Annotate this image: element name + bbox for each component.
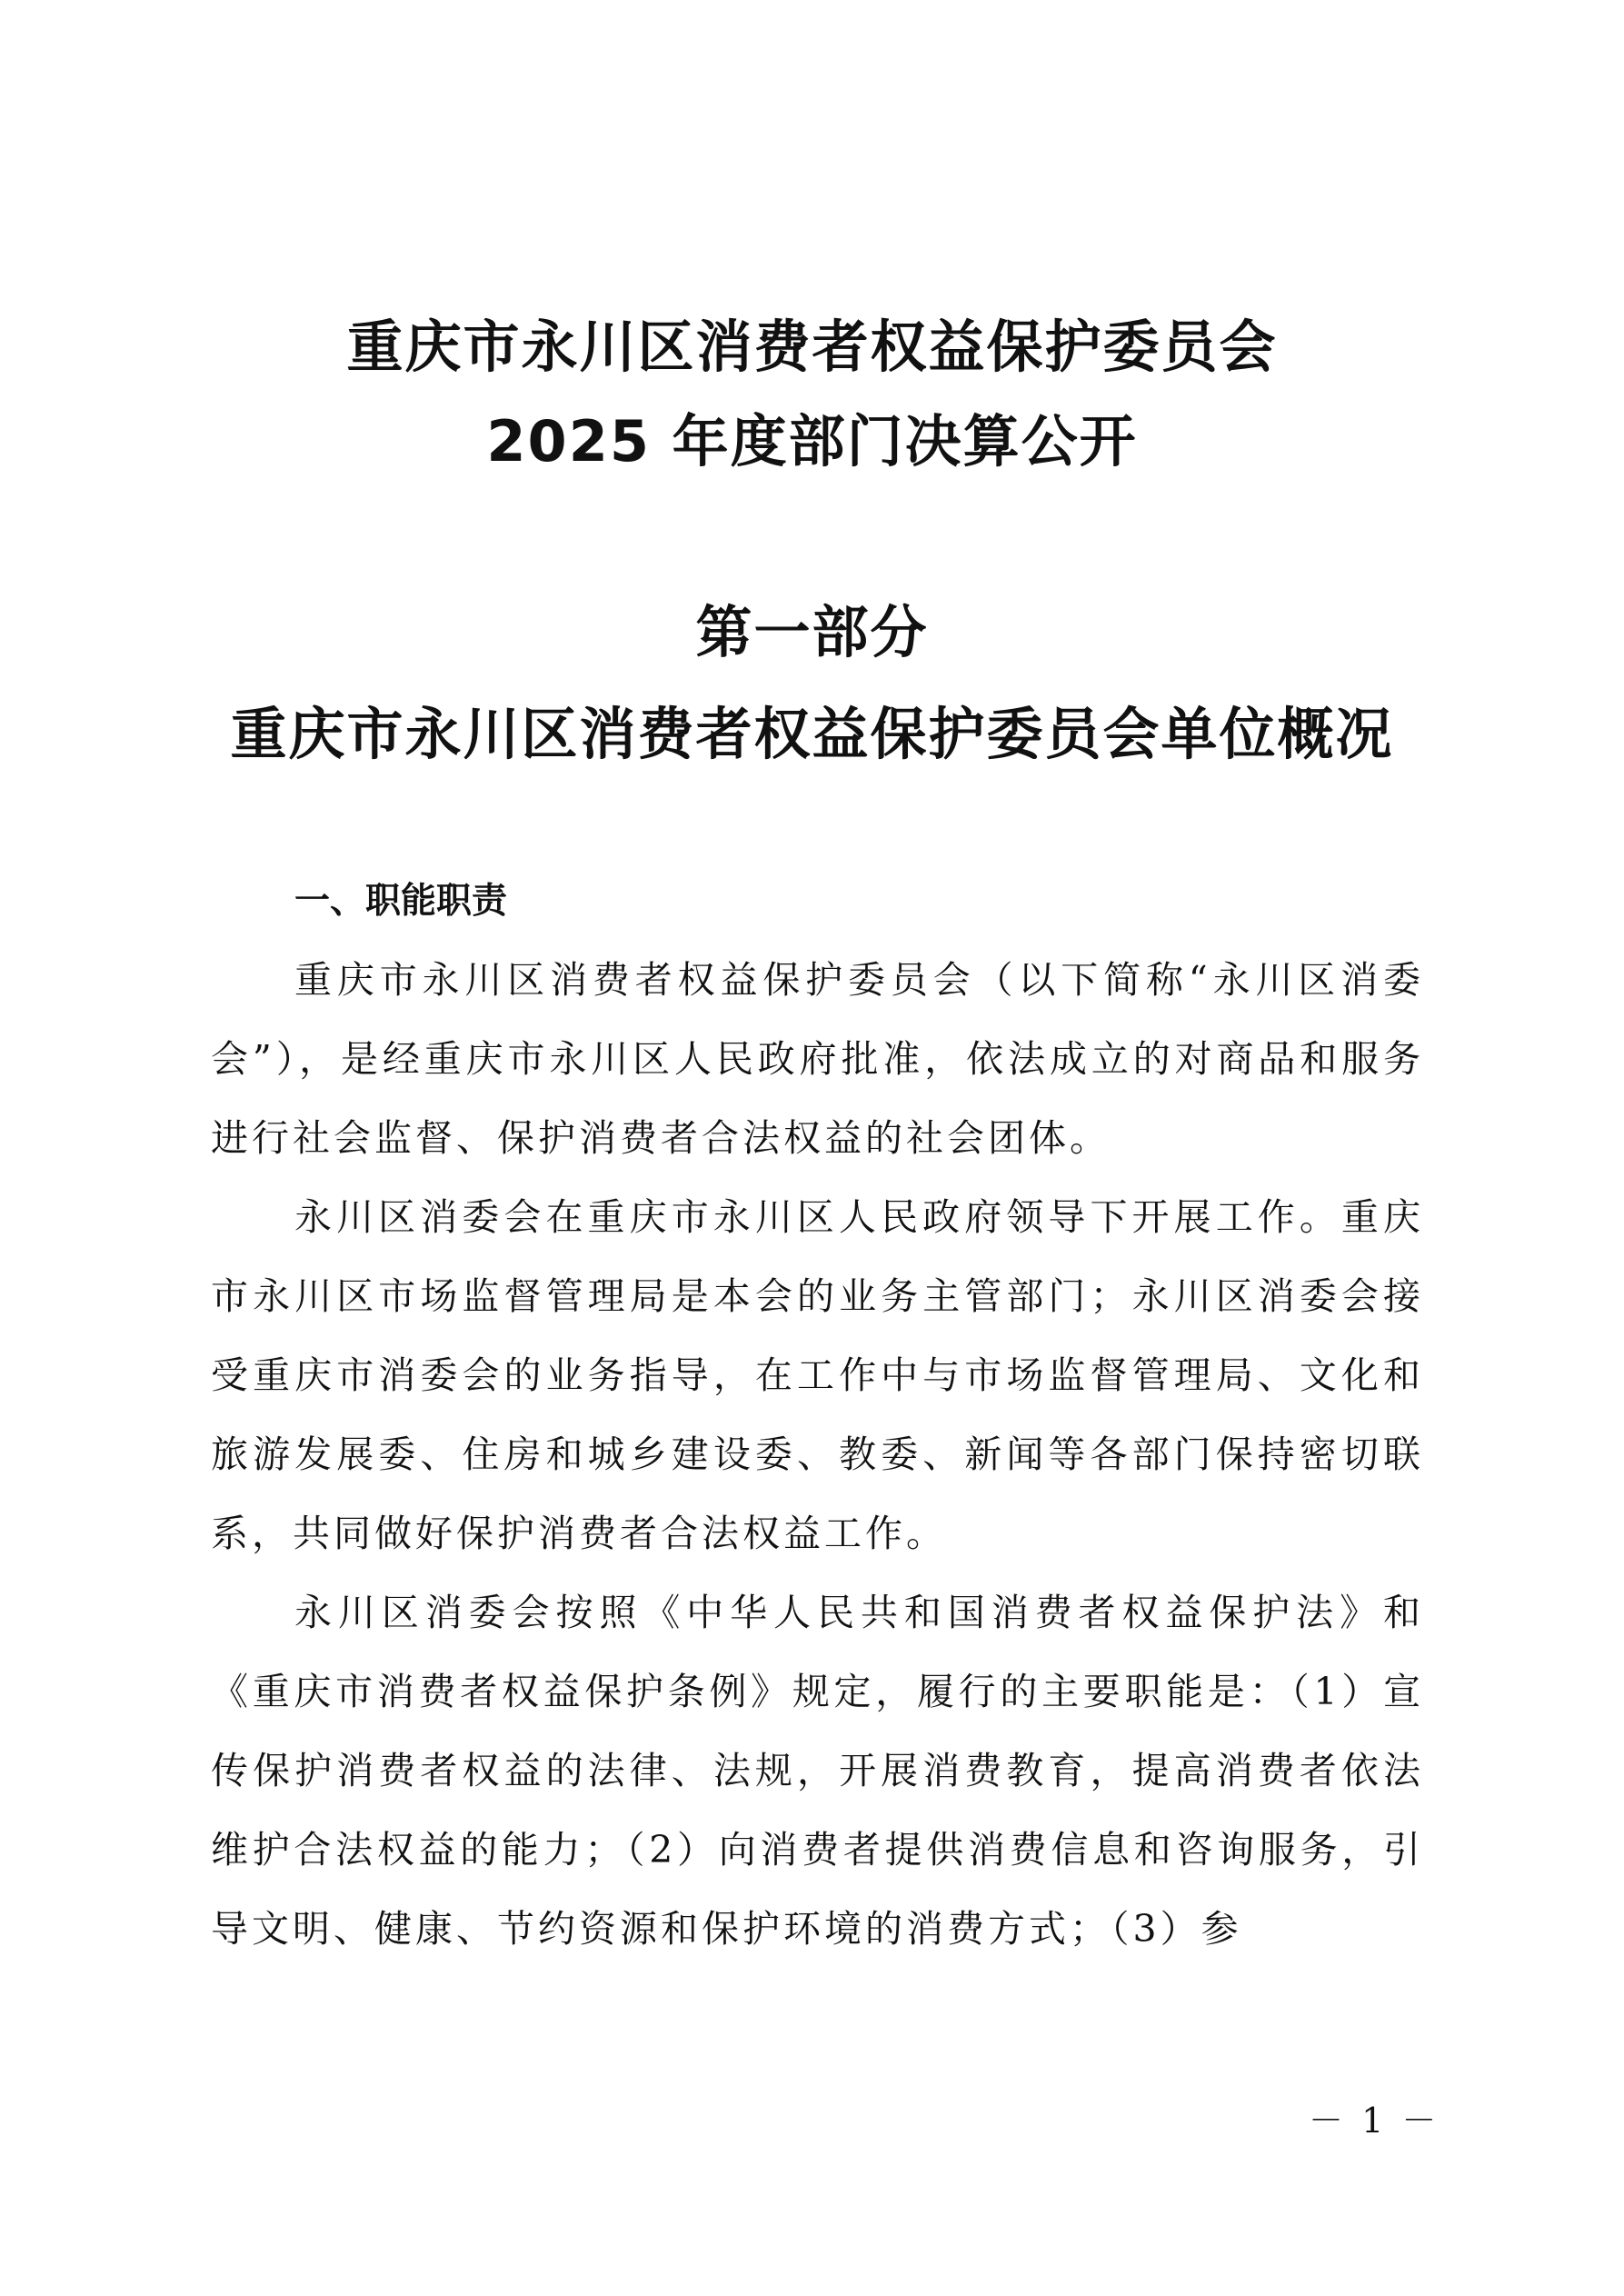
paragraph: 永川区消委会在重庆市永川区人民政府领导下开展工作。重庆市永川区市场监督管理局是本会的业务主管部门；永川区消委会接受重庆市消委会的业务指导，在工作中与市场监督管理局、文化和旅游发展委、住房和城乡建设委、教委、新闻等各部门保持密切联系，共同做好保护消费者合法权益工作。: [211, 1195, 1424, 1555]
part-heading: [0, 582, 1624, 785]
page-number: － 1 －: [1309, 2101, 1440, 2141]
document-title-line-2: 2025 年度部门决算公开: [486, 408, 1138, 474]
document-title: [0, 300, 1624, 489]
part-title: 重庆市永川区消费者权益保护委员会单位概况: [230, 701, 1394, 767]
document-title-line-1: 重庆市永川区消费者权益保护委员会: [346, 314, 1278, 380]
document-body: [211, 862, 1424, 1969]
paragraph: 永川区消委会按照《中华人民共和国消费者权益保护法》和《重庆市消费者权益保护条例》规定，履行的主要职能是：（1）宣传保护消费者权益的法律、法规，开展消费教育，提高消费者依法维护合法权益的能力；（2）向消费者提供消费信息和咨询服务，引导文明、健康、节约资源和保护环境的消费方式；（3）参: [211, 1591, 1424, 1951]
paragraph: 重庆市永川区消费者权益保护委员会（以下简称“永川区消委会”），是经重庆市永川区人民政府批准，依法成立的对商品和服务进行社会监督、保护消费者合法权益的社会团体。: [211, 958, 1424, 1160]
section-heading: 一、职能职责: [294, 881, 508, 922]
part-label: 第一部分: [695, 599, 929, 665]
